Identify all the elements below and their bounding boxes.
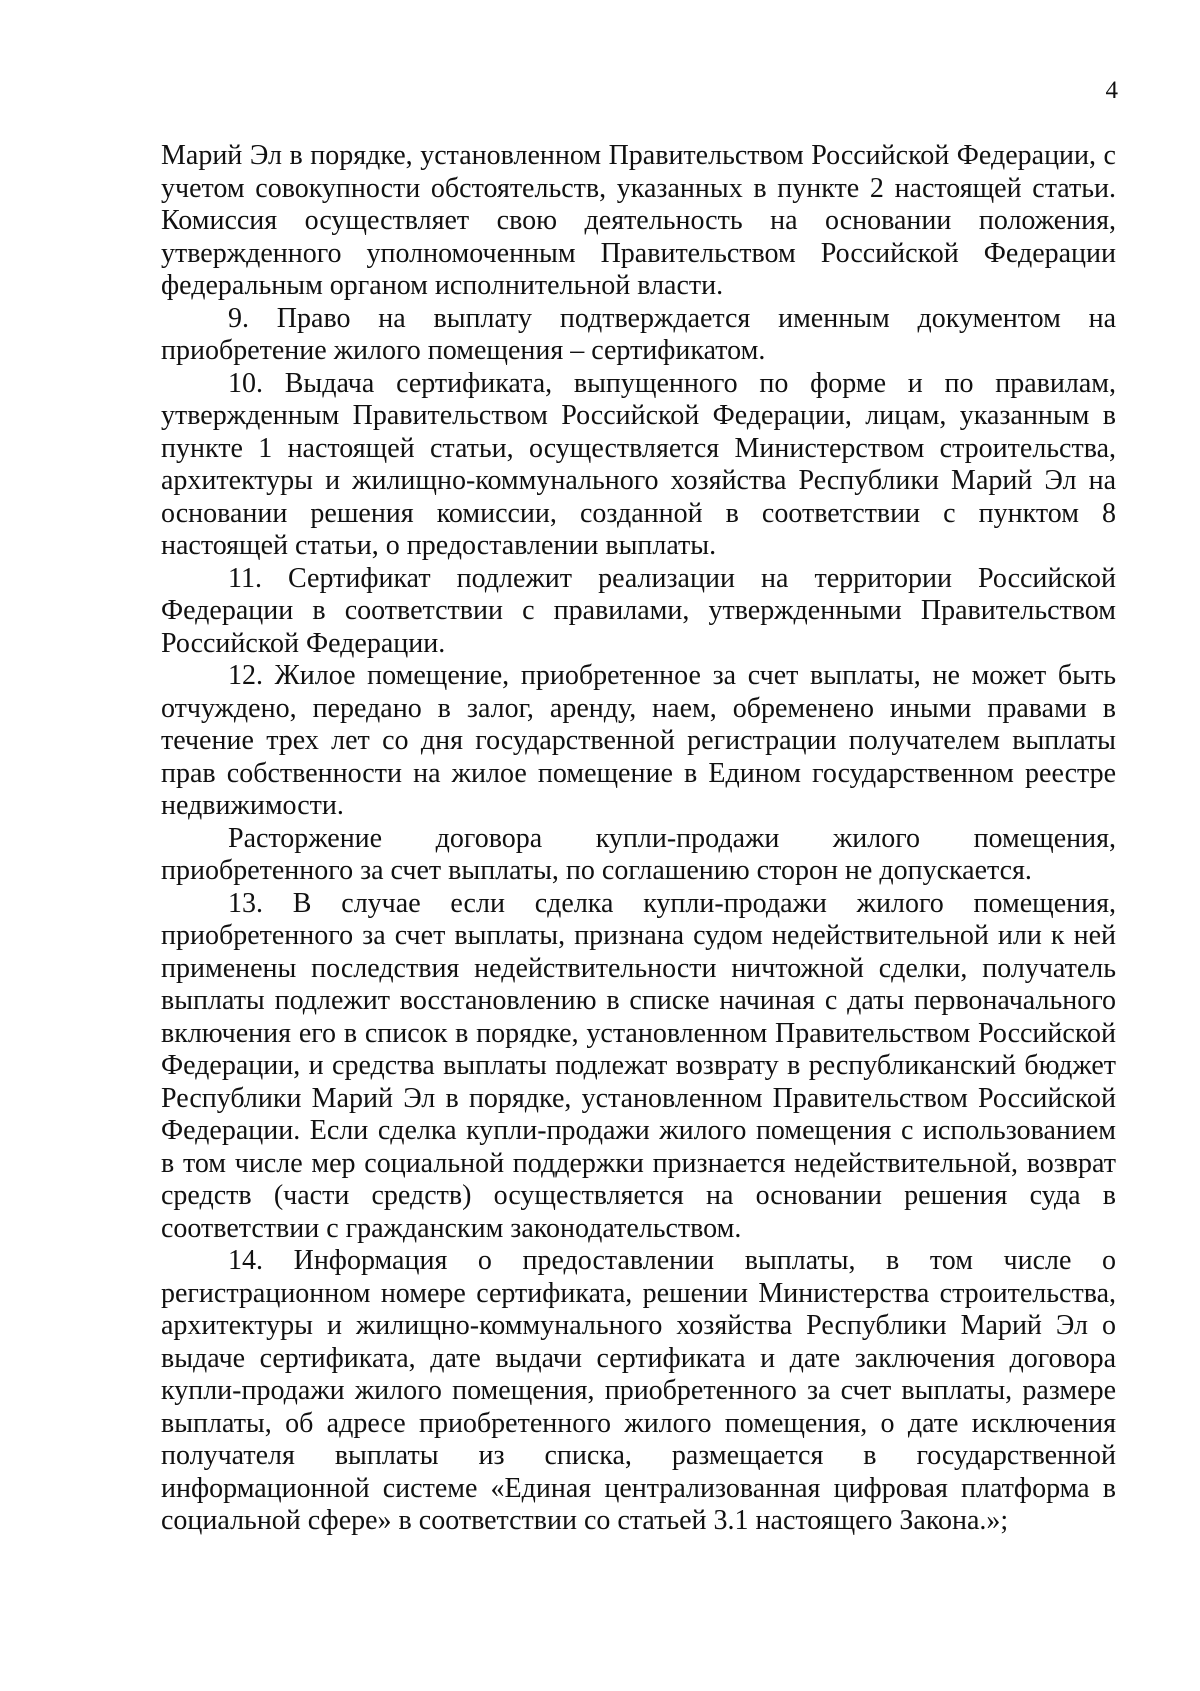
paragraph-9: 9. Право на выплату подтверждается именным документом на приобретение жилого помещения – сертификатом.: [161, 302, 1116, 366]
page-number: 4: [1105, 77, 1118, 104]
paragraph-commission-continuation: Марий Эл в порядке, установленном Правительством Российской Федерации, с учетом совокупности обстоятельств, указанных в пункте 2 настоящей статьи. Комиссия осуществляет свою деятельность на основании положения, утвержденного уполномоченным Правительством Российской Федерации федеральным органом исполнительной власти.: [161, 140, 1116, 301]
paragraph-11: 11. Сертификат подлежит реализации на территории Российской Федерации в соответствии с правилами, утвержденными Правительством Российской Федерации.: [161, 562, 1116, 659]
paragraph-10: 10. Выдача сертификата, выпущенного по форме и по правилам, утвержденным Правительством Российской Федерации, лицам, указанным в пункте 1 настоящей статьи, осуществляется Министерством строительства, архитектуры и жилищно-коммунального хозяйства Республики Марий Эл на основании решения комиссии, созданной в соответствии с пунктом 8 настоящей статьи, о предоставлении выплаты.: [161, 367, 1116, 561]
document-body: [161, 140, 1116, 1538]
paragraph-12-termination: Расторжение договора купли-продажи жилого помещения, приобретенного за счет выплаты, по соглашению сторон не допускается.: [161, 822, 1116, 886]
paragraph-13: 13. В случае если сделка купли-продажи жилого помещения, приобретенного за счет выплаты, признана судом недействительной или к ней применены последствия недействительности ничтожной сделки, получатель выплаты подлежит восстановлению в списке начиная с даты первоначального включения его в список в порядке, установленном Правительством Российской Федерации, и средства выплаты подлежат возврату в республиканский бюджет Республики Марий Эл в порядке, установленном Правительством Российской Федерации. Если сделка купли-продажи жилого помещения с использованием в том числе мер социальной поддержки признается недействительной, возврат средств (части средств) осуществляется на основании решения суда в соответствии с гражданским законодательством.: [161, 887, 1116, 1244]
paragraph-14: 14. Информация о предоставлении выплаты, в том числе о регистрационном номере сертификата, решении Министерства строительства, архитектуры и жилищно-коммунального хозяйства Республики Марий Эл о выдаче сертификата, дате выдачи сертификата и дате заключения договора купли-продажи жилого помещения, приобретенного за счет выплаты, размере выплаты, об адресе приобретенного жилого помещения, о дате исключения получателя выплаты из списка, размещается в государственной информационной системе «Единая централизованная цифровая платформа в социальной сфере» в соответствии со статьей 3.1 настоящего Закона.»;: [161, 1245, 1116, 1536]
paragraph-12: 12. Жилое помещение, приобретенное за счет выплаты, не может быть отчуждено, передано в залог, аренду, наем, обременено иными правами в течение трех лет со дня государственной регистрации получателем выплаты прав собственности на жилое помещение в Едином государственном реестре недвижимости.: [161, 660, 1116, 821]
